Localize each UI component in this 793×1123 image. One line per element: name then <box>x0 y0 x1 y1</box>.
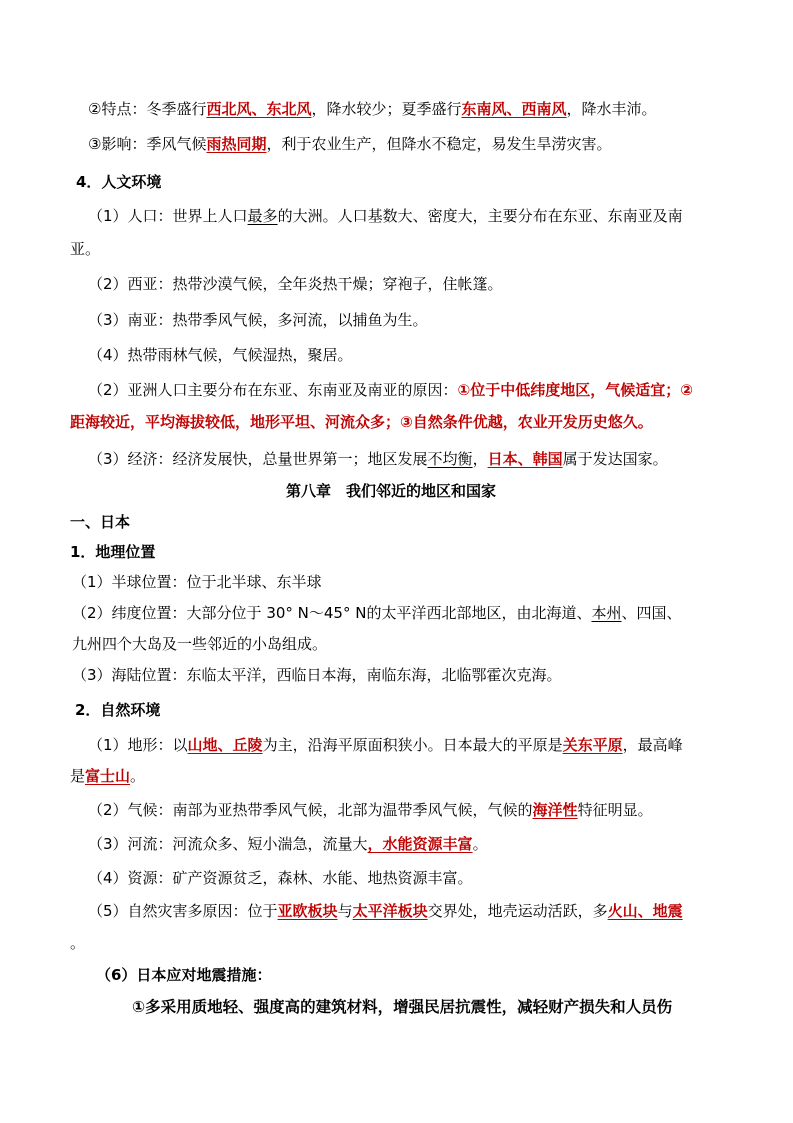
latitude-line: （2）纬度位置：大部分位于 30° N～45° N的太平洋西北部地区，由北海道、本州、四国、 <box>72 604 682 622</box>
rain-heat-answer: 雨热同期 <box>206 135 267 153</box>
west-asia-line: （2）西亚：热带沙漠气候，全年炎热干燥；穿袍子，住帐篷。 <box>88 275 503 293</box>
maritime-answer: 海洋性 <box>532 801 578 819</box>
chapter-title: 第八章 我们邻近的地区和国家 <box>286 482 497 500</box>
winter-wind-answer: 西北风、东北风 <box>206 100 312 118</box>
monsoon-features-line: ②特点：冬季盛行西北风、东北风，降水较少；夏季盛行东南风、西南风，降水丰沛。 <box>88 100 657 118</box>
plain-answer: 关东平原 <box>562 736 623 754</box>
earthquake-measure-1: ①多采用质地轻、强度高的建筑材料，增强民居抗震性，减轻财产损失和人员伤 <box>132 998 673 1016</box>
rainforest-line: （4）热带雨林气候，气候湿热，聚居。 <box>88 346 353 364</box>
hemisphere-line: （1）半球位置：位于北半球、东半球 <box>72 573 322 591</box>
terrain-line-cont: 是富士山。 <box>70 767 146 785</box>
population-line: （1）人口：世界上人口最多的大洲。人口基数大、密度大，主要分布在东亚、东南亚及南 <box>88 207 683 225</box>
volcano-earthquake-answer: 火山、地震 <box>607 902 683 920</box>
population-line-cont: 亚。 <box>70 240 101 258</box>
summer-wind-answer: 东南风、西南风 <box>461 100 567 118</box>
earthquake-measures-heading: （6）日本应对地震措施： <box>96 966 272 984</box>
sea-land-line: （3）海陆位置：东临太平洋，西临日本海，南临东海，北临鄂霍次克海。 <box>72 666 562 684</box>
uneven-underline: 不均衡 <box>427 450 473 468</box>
rivers-line: （3）河流：河流众多、短小湍急，流量大，水能资源丰富。 <box>88 835 488 853</box>
latitude-line-cont: 九州四个大岛及一些邻近的小岛组成。 <box>72 635 328 653</box>
monsoon-impact-line: ③影响：季风气候雨热同期，利于农业生产，但降水不稳定，易发生旱涝灾害。 <box>88 135 612 153</box>
terrain-line: （1）地形：以山地、丘陵为主，沿海平原面积狭小。日本最大的平原是关东平原，最高峰 <box>88 736 683 754</box>
south-asia-line: （3）南亚：热带季风气候，多河流，以捕鱼为生。 <box>88 311 428 329</box>
most-underline: 最多 <box>247 207 278 225</box>
economy-line: （3）经济：经济发展快，总量世界第一；地区发展不均衡，日本、韩国属于发达国家。 <box>88 450 668 468</box>
honshu-underline: 本州 <box>591 604 622 622</box>
disaster-line: （5）自然灾害多原因：位于亚欧板块与太平洋板块交界处，地壳运动活跃，多火山、地震 <box>88 902 683 920</box>
pacific-plate-answer: 太平洋板块 <box>352 902 428 920</box>
section-heading-nature: 2．自然环境 <box>75 701 161 719</box>
developed-countries-answer: 日本、韩国 <box>487 450 563 468</box>
hydropower-answer: ，水能资源丰富 <box>367 835 473 853</box>
disaster-line-cont: 。 <box>70 934 86 952</box>
resources-line: （4）资源：矿产资源贫乏，森林、水能、地热资源丰富。 <box>88 869 473 887</box>
fuji-answer: 富士山 <box>85 767 131 785</box>
terrain-answer: 山地、丘陵 <box>187 736 263 754</box>
climate-line: （2）气候：南部为亚热带季风气候，北部为温带季风气候，气候的海洋性特征明显。 <box>88 801 653 819</box>
eurasian-plate-answer: 亚欧板块 <box>277 902 338 920</box>
section-heading-japan: 一、日本 <box>70 513 131 531</box>
population-reason-answer-cont: 距海较近，平均海拔较低，地形平坦、河流众多；③自然条件优越，农业开发历史悠久。 <box>70 413 653 431</box>
population-reason-line: （2）亚洲人口主要分布在东亚、东南亚及南亚的原因：①位于中低纬度地区，气候适宜；② <box>88 381 693 399</box>
section-heading-location: 1．地理位置 <box>70 543 156 561</box>
population-reason-answer: ①位于中低纬度地区，气候适宜；② <box>457 381 693 399</box>
section-heading-human-environment: 4．人文环境 <box>76 173 162 191</box>
